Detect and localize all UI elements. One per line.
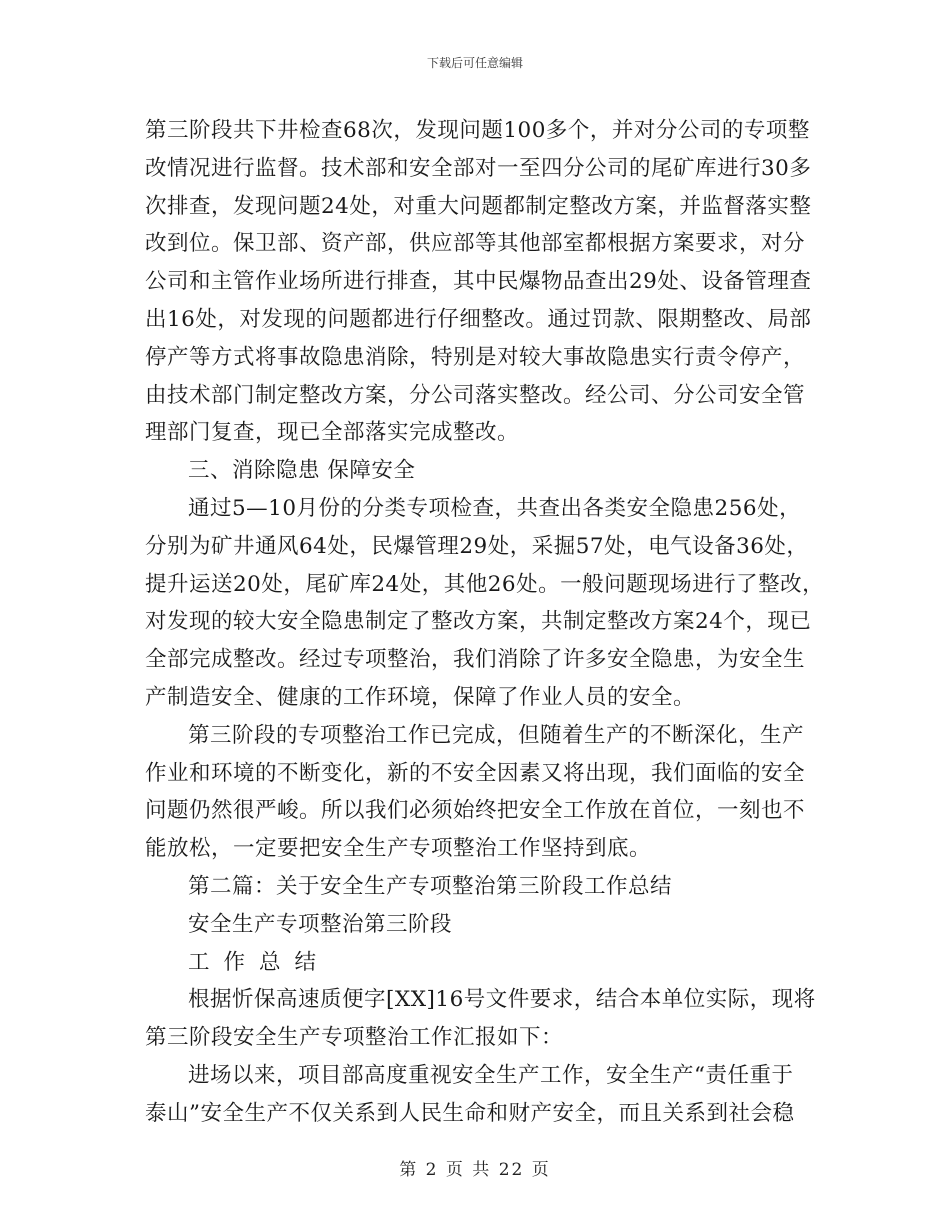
body-line: 公司和主管作业场所进行排查，其中民爆物品查出29处、设备管理查 <box>145 269 812 295</box>
article-title: 第二篇：关于安全生产专项整治第三阶段工作总结 <box>188 873 673 899</box>
body-line: 次排查，发现问题24处，对重大问题都制定整改方案，并监督落实整 <box>145 193 812 219</box>
article-subtitle: 工作总结 <box>188 949 331 975</box>
body-line: 第三阶段安全生产专项整治工作汇报如下： <box>145 1025 564 1051</box>
body-line: 泰山”安全生产不仅关系到人民生命和财产安全，而且关系到社会稳 <box>145 1100 795 1126</box>
body-line: 根据忻保高速质便字[XX]16号文件要求，结合本单位实际，现将 <box>188 987 816 1013</box>
page-header: 下载后可任意编辑 <box>426 56 523 70</box>
body-line: 提升运送20处，尾矿库24处，其他26处。一般问题现场进行了整改， <box>145 571 825 597</box>
body-line: 第三阶段的专项整治工作已完成，但随着生产的不断深化，生产 <box>188 722 805 748</box>
body-line: 改到位。保卫部、资产部，供应部等其他部室都根据方案要求，对分 <box>145 231 806 257</box>
body-line: 分别为矿井通风64处，民爆管理29处，采掘57处，电气设备36处， <box>145 533 809 559</box>
body-line: 能放松，一定要把安全生产专项整治工作坚持到底。 <box>145 836 652 862</box>
document-body <box>145 112 825 1133</box>
body-line: 作业和环境的不断变化，新的不安全因素又将出现，我们面临的安全 <box>145 760 806 786</box>
body-line: 理部门复查，现已全部落实完成整改。 <box>145 420 520 446</box>
body-line: 产制造安全、健康的工作环境，保障了作业人员的安全。 <box>145 684 696 710</box>
section-heading: 三、消除隐患 保障安全 <box>188 458 416 484</box>
page-number-footer: 第 2 页 共 22 页 <box>399 1160 551 1180</box>
body-line: 改情况进行监督。技术部和安全部对一至四分公司的尾矿库进行30多 <box>145 155 812 181</box>
body-line: 第三阶段共下井检查68次，发现问题100多个，并对分公司的专项整 <box>145 118 810 143</box>
body-line: 对发现的较大安全隐患制定了整改方案，共制定整改方案24个，现已 <box>145 609 812 635</box>
article-subtitle: 安全生产专项整治第三阶段 <box>188 911 453 937</box>
body-line: 出16处，对发现的问题都进行仔细整改。通过罚款、限期整改、局部 <box>145 306 812 332</box>
body-line: 全部完成整改。经过专项整治，我们消除了许多安全隐患，为安全生 <box>145 647 806 673</box>
body-line: 由技术部门制定整改方案，分公司落实整改。经公司、分公司安全管 <box>145 382 806 408</box>
body-line: 通过5—10月份的分类专项检查，共查出各类安全隐患256处， <box>188 495 802 521</box>
body-line: 进场以来，项目部高度重视安全生产工作，安全生产“责任重于 <box>188 1062 794 1088</box>
body-line: 停产等方式将事故隐患消除，特别是对较大事故隐患实行责令停产， <box>145 344 806 370</box>
body-line: 问题仍然很严峻。所以我们必须始终把安全工作放在首位，一刻也不 <box>145 798 806 824</box>
